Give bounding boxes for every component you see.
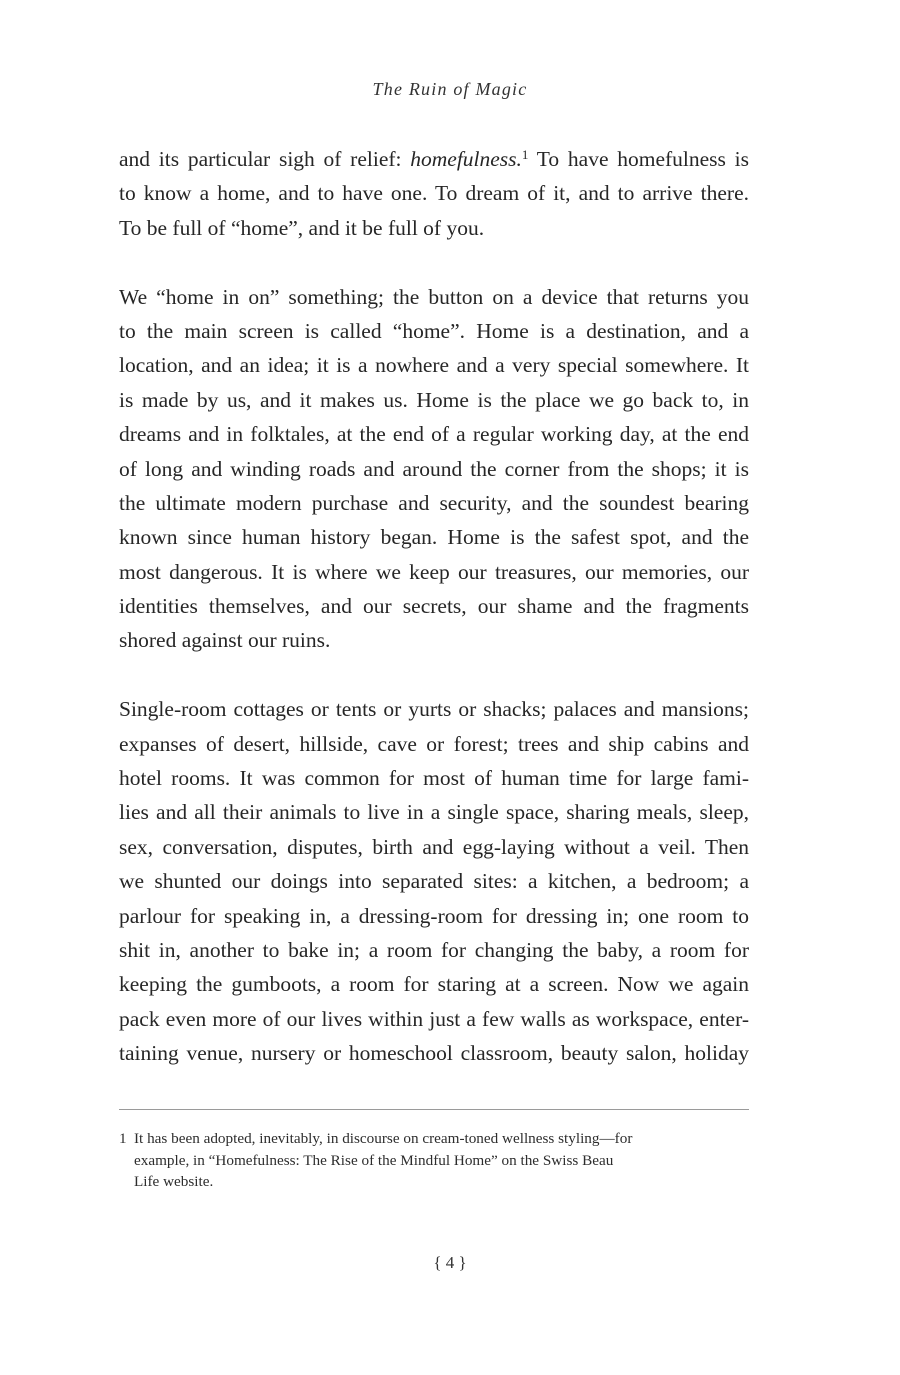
paragraph-2-line: of long and winding roads and around the corner from the shops; it is xyxy=(119,456,749,481)
paragraph-3-line: keeping the gumboots, a room for staring at a screen. Now we again xyxy=(119,972,749,997)
body-text xyxy=(119,142,749,1071)
paragraph-3-line: sex, conversation, disputes, birth and egg-laying without a veil. Then xyxy=(119,834,749,859)
footnote-line-1 xyxy=(119,1128,749,1150)
footnote-number: 1 xyxy=(119,1130,127,1147)
paragraph-2-line: the ultimate modern purchase and security, and the soundest bearing xyxy=(119,490,749,515)
footnote-line-2: example, in “Homefulness: The Rise of the Mindful Home” on the Swiss Beau xyxy=(134,1151,614,1169)
paragraph-2-line: most dangerous. It is where we keep our treasures, our memories, our xyxy=(119,559,749,584)
paragraph-2-line: shored against our ruins. xyxy=(119,628,331,653)
paragraph-3-line: shit in, another to bake in; a room for changing the baby, a room for xyxy=(119,937,749,962)
paragraph-2-line: to the main screen is called “home”. Home is a destination, and a xyxy=(119,318,749,343)
paragraph-1-line-1 xyxy=(119,142,749,176)
paragraph-3-line: lies and all their animals to live in a single space, sharing meals, sleep, xyxy=(119,800,749,825)
paragraph-2-line: known since human history began. Home is the safest spot, and the xyxy=(119,525,749,550)
paragraph-3-line: expanses of desert, hillside, cave or forest; trees and ship cabins and xyxy=(119,731,749,756)
paragraph-3-line: parlour for speaking in, a dressing-room for dressing in; one room to xyxy=(119,903,749,928)
footnote-line-3: Life website. xyxy=(134,1173,214,1190)
paragraph-3-line: Single-room cottages or tents or yurts or shacks; palaces and mansions; xyxy=(119,697,749,722)
paragraph-3-line: we shunted our doings into separated sites: a kitchen, a bedroom; a xyxy=(119,869,749,894)
paragraph-2-line: dreams and in folktales, at the end of a regular working day, at the end xyxy=(119,422,749,447)
paragraph-2-line: location, and an idea; it is a nowhere and a very special somewhere. It xyxy=(119,353,749,378)
paragraph-1-line-3: To be full of “home”, and it be full of you. xyxy=(119,215,485,240)
paragraph-2-line: We “home in on” something; the button on a device that returns you xyxy=(119,284,749,309)
paragraph-1-line-2: to know a home, and to have one. To dream of it, and to arrive there. xyxy=(119,181,749,206)
footnote xyxy=(119,1128,749,1193)
footnote-divider xyxy=(119,1109,749,1110)
p1-text-before: and its particular sigh of relief: xyxy=(119,147,411,171)
footnote-text: It has been adopted, inevitably, in discourse on cream-toned wellness styling—for xyxy=(134,1130,633,1147)
paragraph-3-line: pack even more of our lives within just a few walls as workspace, enter- xyxy=(119,1006,749,1031)
running-head: The Ruin of Magic xyxy=(372,79,528,99)
footnote-reference[interactable]: 1 xyxy=(521,147,529,162)
p1-text-after: To have homefulness is xyxy=(528,147,749,171)
paragraph-3-line: taining venue, nursery or homeschool classroom, beauty salon, holiday xyxy=(119,1041,749,1066)
paragraph-3-line: hotel rooms. It was common for most of human time for large fami- xyxy=(119,766,749,791)
paragraph-2-line: identities themselves, and our secrets, our shame and the fragments xyxy=(119,594,749,619)
page-number: { 4 } xyxy=(433,1253,467,1272)
italic-term: homefulness. xyxy=(410,147,522,171)
paragraph-2-line: is made by us, and it makes us. Home is the place we go back to, in xyxy=(119,387,749,412)
